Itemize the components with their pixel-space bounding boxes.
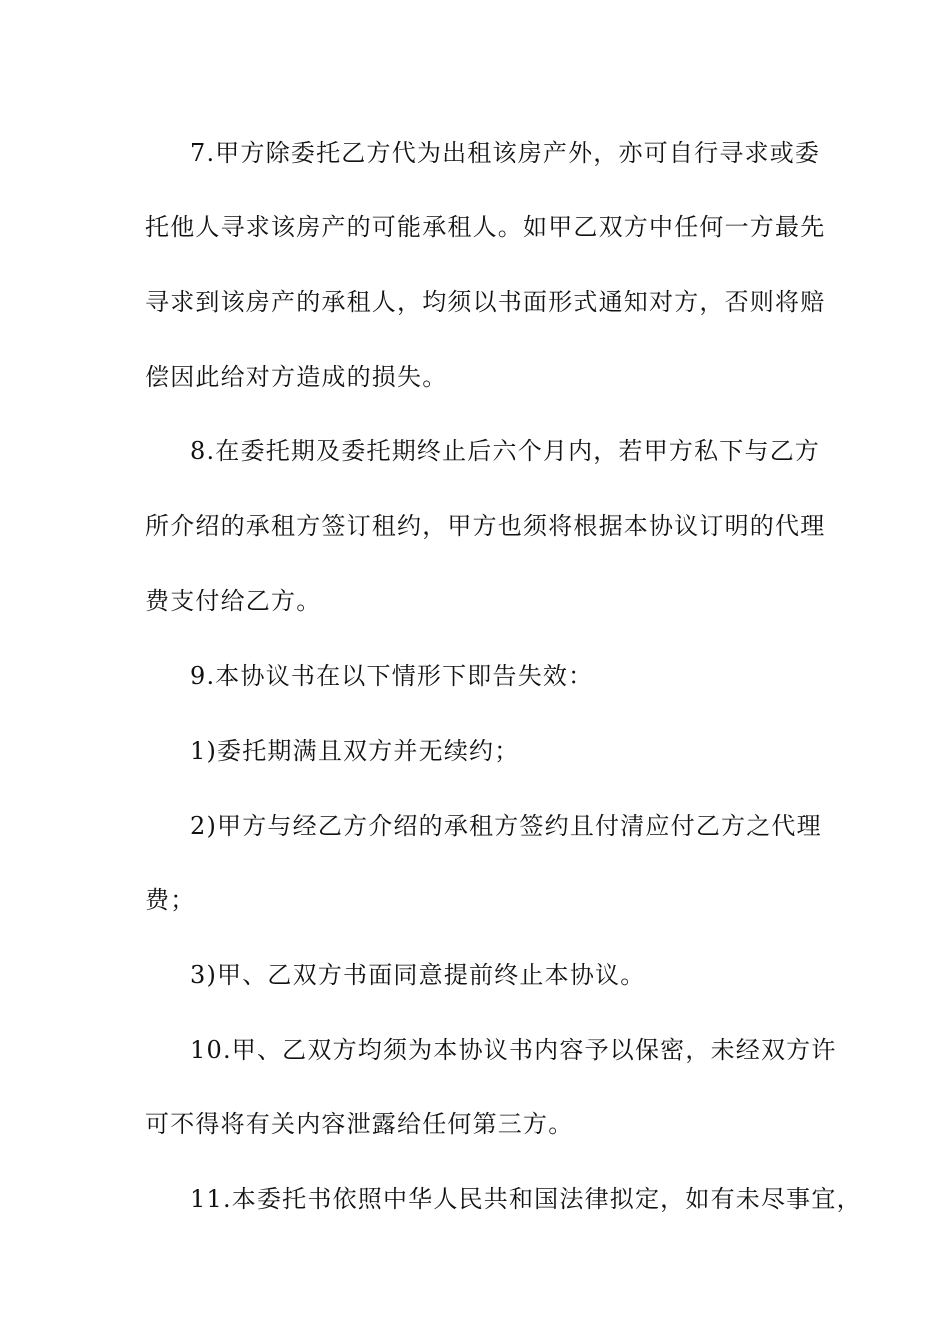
clause-10-line-2: 可不得将有关内容泄露给任何第三方。 [145,1110,574,1138]
clause-10-line-1: 10.甲、乙双方均须为本协议书内容予以保密，未经双方许 [190,1036,837,1064]
clause-7-line-1: 7.甲方除委托乙方代为出租该房产外，亦可自行寻求或委 [190,139,821,167]
clause-8-line-2: 所介绍的承租方签订租约，甲方也须将根据本协议订明的代理 [145,512,826,540]
clause-9-item-2-line-2: 费； [145,886,196,914]
clause-9-item-1: 1)委托期满且双方并无续约； [190,737,520,765]
clause-9-item-2-line-1: 2)甲方与经乙方介绍的承租方签约且付清应付乙方之代理 [190,812,822,840]
clause-7-line-2: 托他人寻求该房产的可能承租人。如甲乙双方中任何一方最先 [145,213,826,241]
clause-8-line-1: 8.在委托期及委托期终止后六个月内，若甲方私下与乙方 [190,437,821,465]
clause-11-line-1: 11.本委托书依照中华人民共和国法律拟定，如有未尽事宜， [190,1185,862,1213]
clause-7-line-3: 寻求到该房产的承租人，均须以书面形式通知对方，否则将赔 [145,288,826,316]
clause-8-line-3: 费支付给乙方。 [145,587,322,615]
clause-9-item-3: 3)甲、乙双方书面同意提前终止本协议。 [190,961,646,989]
clause-9-heading: 9.本协议书在以下情形下即告失效： [190,662,594,690]
clause-7-line-4: 偿因此给对方造成的损失。 [145,363,448,391]
